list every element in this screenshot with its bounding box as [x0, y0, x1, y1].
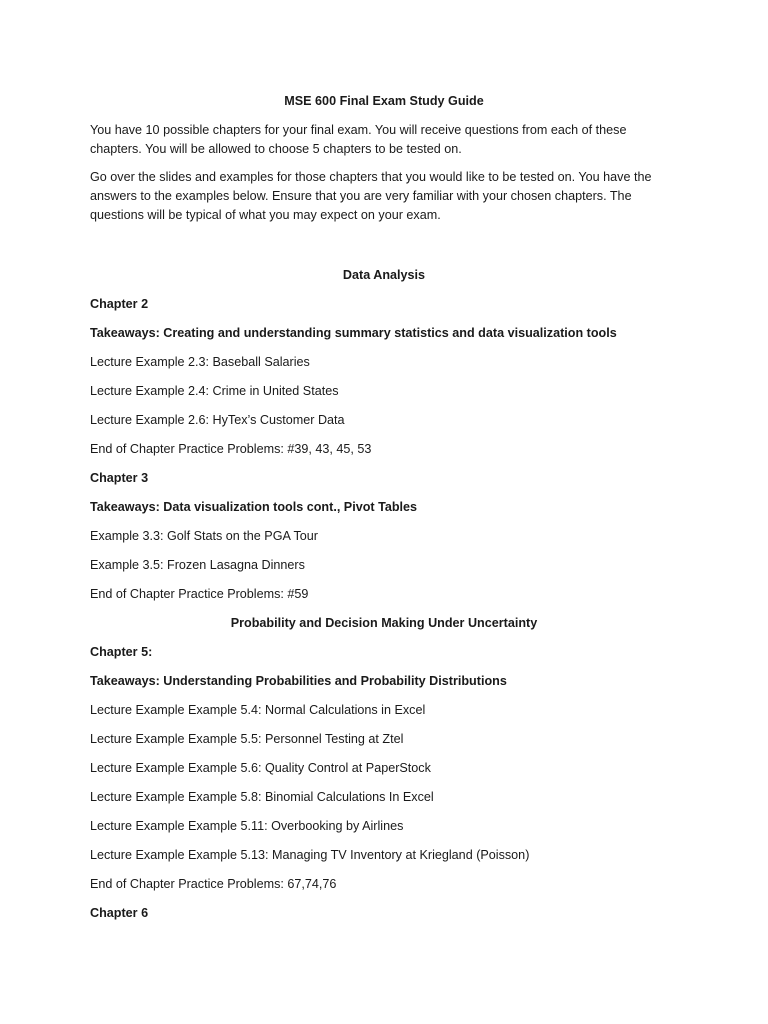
- chapter-takeaways: Takeaways: Creating and understanding summary statistics and data visualization tools: [90, 326, 617, 340]
- intro-paragraph: Go over the slides and examples for those chapters that you would like to be tested on. You have the answers to the examples below. Ensure that you are very familiar with your chosen chapters. The questions will be typical of what you may expect on your exam.: [90, 170, 652, 222]
- chapter-label: Chapter 6: [90, 906, 149, 920]
- example-item: Lecture Example Example 5.11: Overbooking by Airlines: [90, 819, 404, 833]
- example-item: Example 3.5: Frozen Lasagna Dinners: [90, 558, 305, 572]
- example-item: Example 3.3: Golf Stats on the PGA Tour: [90, 529, 318, 543]
- chapter-label: Chapter 3: [90, 471, 149, 485]
- chapter-label: Chapter 5:: [90, 645, 153, 659]
- chapter-takeaways: Takeaways: Data visualization tools cont., Pivot Tables: [90, 500, 418, 514]
- example-item: Lecture Example 2.3: Baseball Salaries: [90, 355, 310, 369]
- practice-problems: End of Chapter Practice Problems: #59: [90, 587, 309, 601]
- section-heading-probability: Probability and Decision Making Under Uncertainty: [230, 616, 538, 630]
- page-title: MSE 600 Final Exam Study Guide: [284, 94, 484, 108]
- chapter-label: Chapter 2: [90, 297, 149, 311]
- study-guide-page: [90, 92, 678, 933]
- chapter-takeaways: Takeaways: Understanding Probabilities and Probability Distributions: [90, 674, 507, 688]
- example-item: Lecture Example Example 5.8: Binomial Calculations In Excel: [90, 790, 434, 804]
- section-heading-data-analysis: Data Analysis: [342, 268, 426, 282]
- practice-problems: End of Chapter Practice Problems: #39, 43, 45, 53: [90, 442, 372, 456]
- example-item: Lecture Example Example 5.4: Normal Calculations in Excel: [90, 703, 426, 717]
- practice-problems: End of Chapter Practice Problems: 67,74,76: [90, 877, 337, 891]
- example-item: Lecture Example Example 5.5: Personnel Testing at Ztel: [90, 732, 404, 746]
- intro-paragraph: You have 10 possible chapters for your final exam. You will receive questions from each of these chapters. You will be allowed to choose 5 chapters to be tested on.: [90, 123, 627, 156]
- example-item: Lecture Example Example 5.6: Quality Control at PaperStock: [90, 761, 431, 775]
- example-item: Lecture Example Example 5.13: Managing TV Inventory at Kriegland (Poisson): [90, 848, 530, 862]
- example-item: Lecture Example 2.6: HyTex’s Customer Data: [90, 413, 345, 427]
- example-item: Lecture Example 2.4: Crime in United States: [90, 384, 339, 398]
